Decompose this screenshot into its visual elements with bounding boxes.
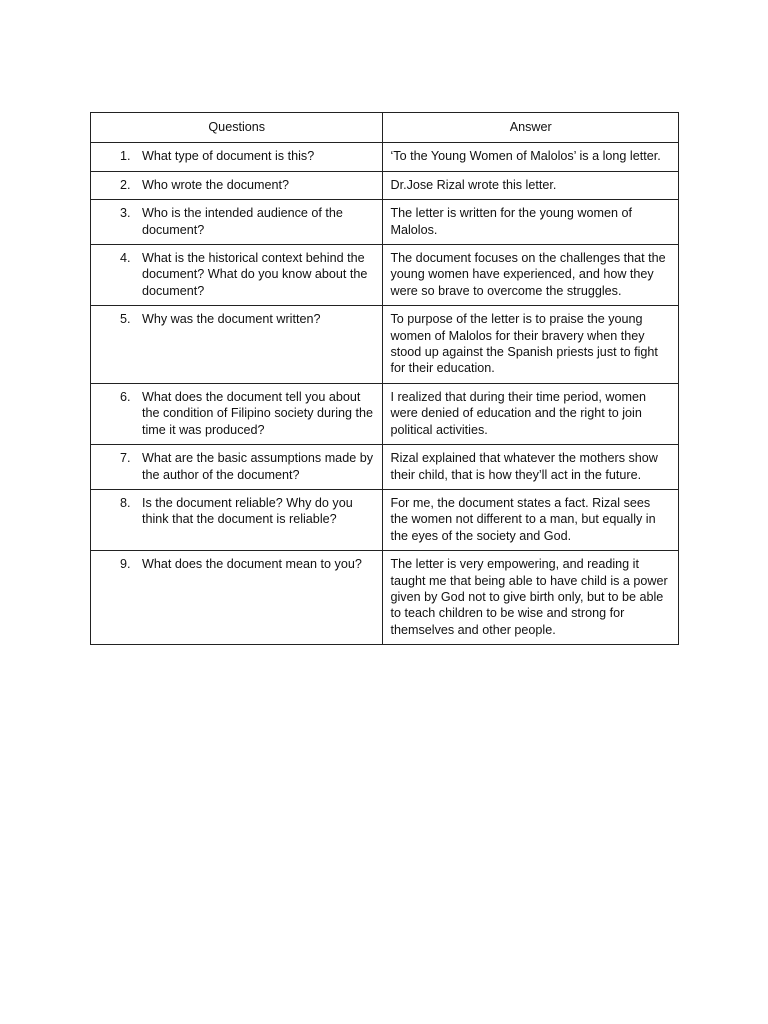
question-number: 9. (120, 557, 131, 572)
answer-cell: Dr.Jose Rizal wrote this letter. (383, 171, 679, 199)
question-text: What is the historical context behind the document? What do you know about the document? (142, 251, 368, 298)
question-cell (91, 383, 383, 444)
question-text: What are the basic assumptions made by the author of the document? (142, 451, 373, 482)
table-row (91, 445, 679, 490)
table-row (91, 143, 679, 171)
question-number: 2. (120, 177, 131, 192)
answer-cell: I realized that during their time period, women were denied of education and the right to join political activities. (383, 383, 679, 444)
answer-cell: ‘To the Young Women of Malolos’ is a long letter. (383, 143, 679, 171)
question-cell (91, 200, 383, 245)
answer-column-header: Answer (383, 113, 679, 143)
question-number: 6. (120, 389, 131, 404)
table-row (91, 171, 679, 199)
question-cell (91, 551, 383, 645)
answer-cell: The letter is very empowering, and reading it taught me that being able to have child is a power given by God not to give birth only, but to be able to teach children to be wise and strong for themselves and other people. (383, 551, 679, 645)
table-header-row (91, 113, 679, 143)
question-text: Who wrote the document? (142, 177, 290, 192)
question-text: Who is the intended audience of the document? (142, 206, 343, 237)
question-cell (91, 171, 383, 199)
question-text: What type of document is this? (142, 149, 315, 164)
table-row (91, 551, 679, 645)
table-row (91, 383, 679, 444)
question-cell (91, 489, 383, 550)
question-cell (91, 245, 383, 306)
question-cell (91, 143, 383, 171)
question-text: Why was the document written? (142, 312, 321, 327)
question-number: 1. (120, 149, 131, 164)
questions-answers-table (90, 112, 679, 645)
question-text: Is the document reliable? Why do you think that the document is reliable? (142, 495, 353, 527)
question-cell (91, 445, 383, 490)
question-number: 4. (120, 251, 131, 266)
question-number: 3. (120, 206, 131, 221)
answer-cell: For me, the document states a fact. Rizal sees the women not different to a man, but equally in the eyes of the society and God. (383, 489, 679, 550)
question-number: 7. (120, 451, 131, 466)
question-text: What does the document tell you about the condition of Filipino society during the time it was produced? (142, 389, 374, 437)
answer-cell: The document focuses on the challenges that the young women have experienced, and how they were so brave to overcome the struggles. (383, 245, 679, 306)
question-cell (91, 306, 383, 384)
question-number: 5. (120, 312, 131, 327)
table-row (91, 200, 679, 245)
table-row (91, 245, 679, 306)
answer-cell: The letter is written for the young women of Malolos. (383, 200, 679, 245)
question-number: 8. (120, 495, 131, 510)
answer-cell: Rizal explained that whatever the mothers show their child, that is how they’ll act in the future. (383, 445, 679, 490)
questions-column-header: Questions (91, 113, 383, 143)
table-row (91, 489, 679, 550)
answer-cell: To purpose of the letter is to praise the young women of Malolos for their bravery when they stood up against the Spanish priests just to fight for their education. (383, 306, 679, 384)
table-row (91, 306, 679, 384)
question-text: What does the document mean to you? (142, 557, 362, 572)
